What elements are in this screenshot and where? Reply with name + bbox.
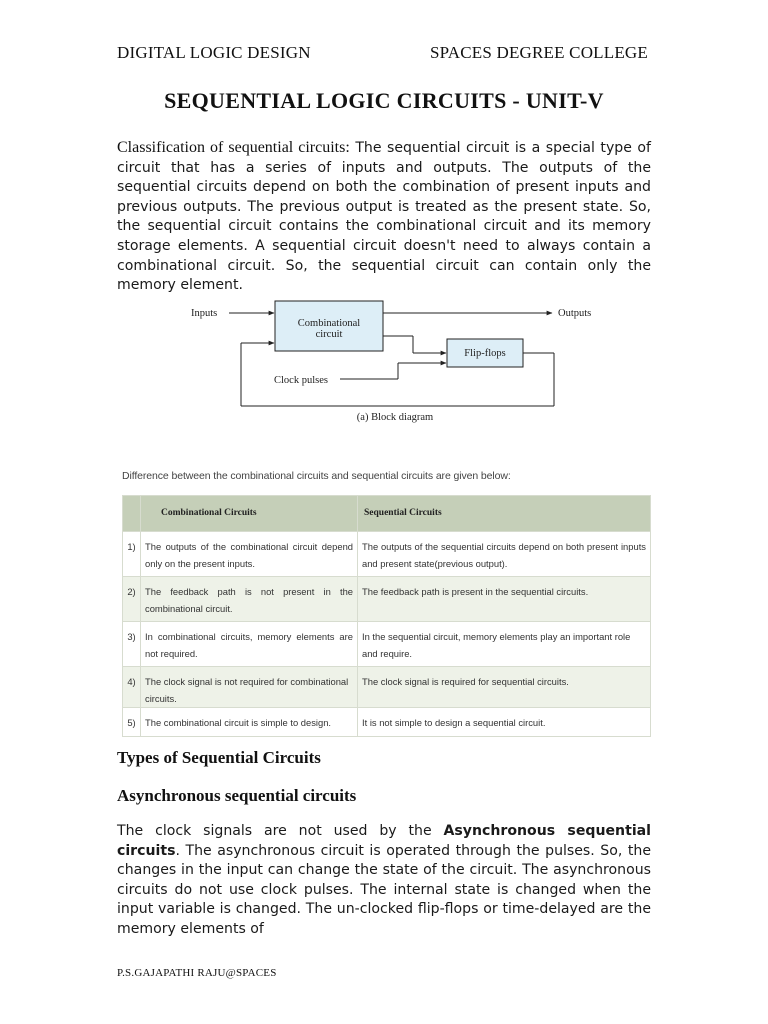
async-bold-term: Asynchronous sequential circuits: [117, 823, 651, 859]
combinational-cell: The combinational circuit is simple to design.: [141, 708, 358, 737]
header-combinational: Combinational Circuits: [141, 496, 358, 532]
combinational-cell: In combinational circuits, memory elements are not required.: [141, 622, 358, 667]
table-row: [123, 708, 651, 737]
combinational-label-line2: circuit: [315, 329, 343, 340]
async-heading: Asynchronous sequential circuits: [117, 786, 357, 805]
sequential-cell: The outputs of the sequential circuits depend on both present inputs and present state(previous output).: [358, 532, 651, 577]
async-text-after: . The asynchronous circuit is operated through the pulses. So, the changes in the input can change the state of the circuit. The asynchronous circuits do not use clock pulses. The internal state is changed when the input variable is changed. The un-clocked flip-flops or time-delayed are the memory elements of: [117, 842, 651, 937]
row-number: 1): [123, 532, 141, 577]
table-intro: Difference between the combinational circuits and sequential circuits are given below:: [122, 470, 511, 482]
intro-lead: Classification of sequential circuits:: [117, 139, 350, 156]
table-row: [123, 577, 651, 622]
row-number: 4): [123, 667, 141, 708]
types-heading: Types of Sequential Circuits: [117, 748, 321, 767]
sequential-cell: The feedback path is present in the sequential circuits.: [358, 577, 651, 622]
comparison-table: [122, 495, 651, 737]
row-number: 2): [123, 577, 141, 622]
header-right: SPACES DEGREE COLLEGE: [430, 43, 648, 62]
sequential-cell: The clock signal is required for sequential circuits.: [358, 667, 651, 708]
page-footer: P.S.GAJAPATHI RAJU@SPACES: [117, 967, 277, 979]
header-sequential: Sequential Circuits: [358, 496, 651, 532]
header-left: DIGITAL LOGIC DESIGN: [117, 43, 311, 62]
outputs-label: Outputs: [558, 308, 592, 319]
sequential-cell: In the sequential circuit, memory elements play an important role and require.: [358, 622, 651, 667]
async-text-before: The clock signals are not used by the: [117, 823, 444, 839]
inputs-label: Inputs: [191, 308, 218, 319]
table-header-blank: [123, 496, 141, 532]
table-row: [123, 667, 651, 708]
table-row: [123, 532, 651, 577]
sequential-cell: It is not simple to design a sequential circuit.: [358, 708, 651, 737]
intro-text: The sequential circuit is a special type of circuit that has a series of inputs and outputs. The outputs of the sequential circuits depend on both the combination of present inputs and previous outputs. The previous output is treated as the present state. So, the sequential circuit contains the combinational circuit and its memory storage elements. A sequential circuit doesn't need to always contain a combinational circuit. So, the sequential circuit can contain only the memory element.: [117, 140, 651, 294]
flip-flops-label: Flip-flops: [464, 348, 506, 359]
combinational-cell: The outputs of the combinational circuit depend only on the present inputs.: [141, 532, 358, 577]
async-paragraph: [117, 822, 651, 940]
combinational-label-line1: Combinational: [297, 318, 361, 329]
block-diagram: [180, 298, 610, 428]
combinational-cell: The feedback path is not present in the combinational circuit.: [141, 577, 358, 622]
table-row: [123, 622, 651, 667]
combinational-cell: The clock signal is not required for combinational circuits.: [141, 667, 358, 708]
row-number: 5): [123, 708, 141, 737]
intro-paragraph: [117, 138, 651, 296]
row-number: 3): [123, 622, 141, 667]
page-title: SEQUENTIAL LOGIC CIRCUITS - UNIT-V: [164, 88, 604, 113]
clock-pulses-label: Clock pulses: [274, 375, 328, 386]
diagram-caption: (a) Block diagram: [356, 412, 434, 423]
table-header-row: [123, 496, 651, 532]
